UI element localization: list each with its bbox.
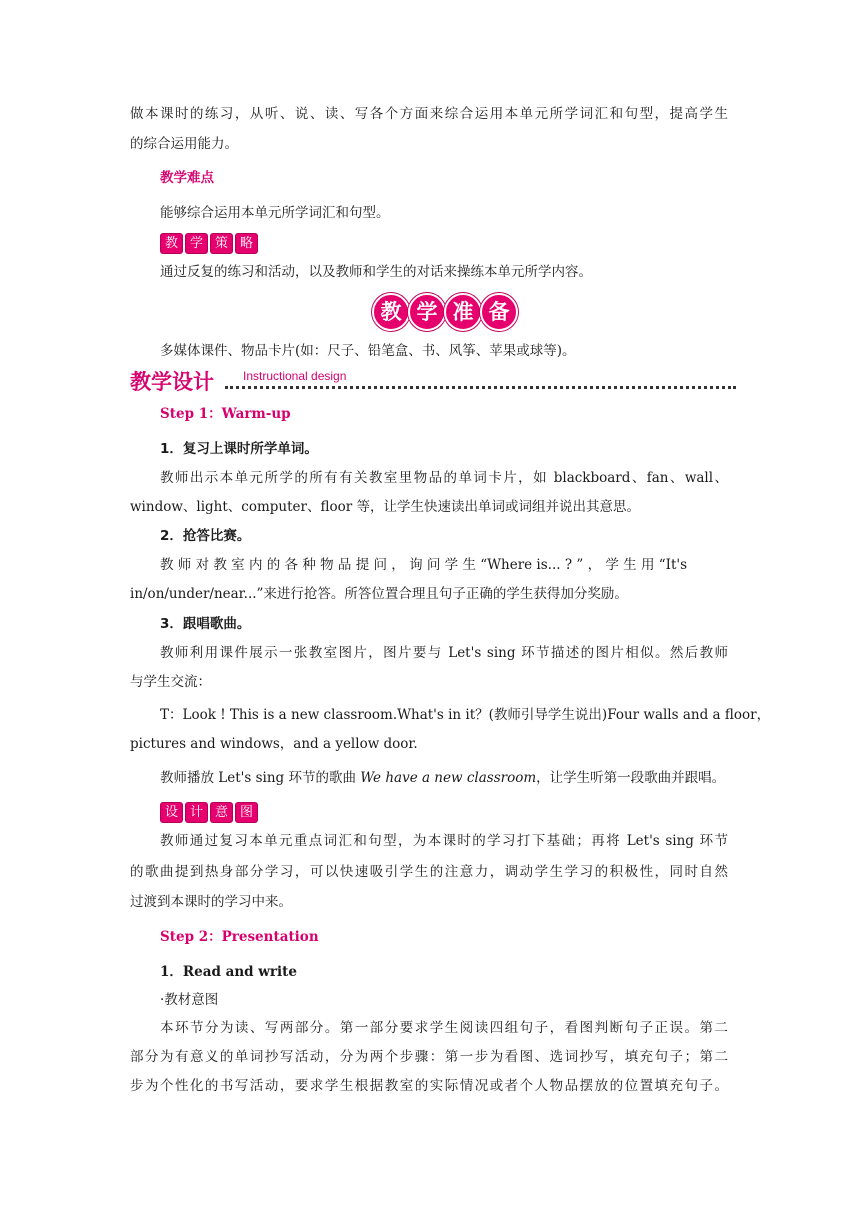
intro-paragraph-line1: 做本课时的练习，从听、说、读、写各个方面来综合运用本单元所学词汇和句型，提高学生 (130, 106, 728, 122)
prep-badge-char: 备 (480, 293, 518, 331)
banner-subtitle: Instructional design (243, 369, 347, 383)
strategy-tag-char: 教 (160, 233, 183, 254)
step1-item3-dialogue-cont: pictures and windows，and a yellow door. (130, 736, 418, 752)
intro-paragraph-line2: 的综合运用能力。 (130, 136, 238, 152)
song-title: We have a new classroom (360, 770, 537, 786)
step1-item1-line2: window、light、computer、floor 等，让学生快速读出单词或词组并说出其意思。 (130, 499, 640, 515)
intent-line3: 过渡到本课时的学习中来。 (130, 894, 292, 910)
banner-dotted-rule (225, 386, 736, 389)
step1-item3-line1: 教师利用课件展示一张教室图片，图片要与 Let's sing 环节描述的图片相似。然后教师 (160, 645, 728, 661)
difficulty-text: 能够综合运用本单元所学词汇和句型。 (160, 205, 390, 221)
step2-line3: 步为个性化的书写活动，要求学生根据教室的实际情况或者个人物品摆放的位置填充句子。 (130, 1078, 728, 1094)
intent-line2: 的歌曲提到热身部分学习，可以快速吸引学生的注意力，调动学生学习的积极性，同时自然 (130, 864, 728, 880)
step1-item2-line1: 教 师 对 教 室 内 的 各 种 物 品 提 问 ， 询 问 学 生 “Where is... ? ” ， 学 生 用 “It's (160, 557, 688, 573)
banner-title: 教学设计 (130, 370, 214, 394)
strategy-tag-char: 略 (235, 233, 258, 254)
song-line-suffix: ，让学生听第一段歌曲并跟唱。 (536, 770, 726, 786)
strategy-tag-char: 策 (210, 233, 233, 254)
step2-subtitle: ·教材意图 (160, 992, 219, 1008)
preparation-text: 多媒体课件、物品卡片(如：尺子、铅笔盒、书、风筝、苹果或球等)。 (160, 343, 576, 359)
step2-line1: 本环节分为读、写两部分。第一部分要求学生阅读四组句子，看图判断句子正误。第二 (160, 1020, 728, 1036)
step1-item3-dialogue: T：Look ! This is a new classroom.What's in it？(教师引导学生说出)Four walls and a floor， (160, 707, 771, 723)
step1-item3-song-line (160, 768, 725, 788)
intent-tag-char: 意 (210, 802, 233, 823)
strategy-tag-char: 学 (185, 233, 208, 254)
step1-item2-title: 2．抢答比赛。 (160, 528, 251, 544)
design-intent-tag (160, 802, 258, 823)
step2-heading: Step 2：Presentation (160, 929, 319, 945)
strategy-text: 通过反复的练习和活动，以及教师和学生的对话来操练本单元所学内容。 (160, 264, 592, 280)
intent-tag-char: 图 (235, 802, 258, 823)
prep-badge-char: 教 (372, 293, 410, 331)
intent-tag-char: 设 (160, 802, 183, 823)
prep-badge-char: 学 (408, 293, 446, 331)
step1-item2-line2: in/on/under/near...”来进行抢答。所答位置合理且句子正确的学生获得加分奖励。 (130, 586, 628, 602)
step1-item1-title: 1．复习上课时所学单词。 (160, 441, 318, 457)
intent-tag-char: 计 (185, 802, 208, 823)
step1-heading: Step 1：Warm-up (160, 406, 291, 422)
strategy-tag (160, 233, 258, 254)
step2-item1-title: 1．Read and write (160, 964, 297, 980)
prep-badge-char: 准 (444, 293, 482, 331)
difficulty-heading: 教学难点 (160, 170, 214, 186)
preparation-badge (372, 293, 516, 331)
step2-line2: 部分为有意义的单词抄写活动，分为两个步骤：第一步为看图、选词抄写，填充句子；第二 (130, 1049, 728, 1065)
design-banner (130, 366, 736, 394)
step1-item3-line2: 与学生交流： (130, 674, 211, 690)
step1-item3-title: 3．跟唱歌曲。 (160, 616, 251, 632)
step1-item1-line1: 教师出示本单元所学的所有有关教室里物品的单词卡片，如 blackboard、fan、wall、 (160, 470, 728, 486)
intent-line1: 教师通过复习本单元重点词汇和句型，为本课时的学习打下基础；再将 Let's sing 环节 (160, 833, 728, 849)
song-line-prefix: 教师播放 Let's sing 环节的歌曲 (160, 770, 361, 786)
